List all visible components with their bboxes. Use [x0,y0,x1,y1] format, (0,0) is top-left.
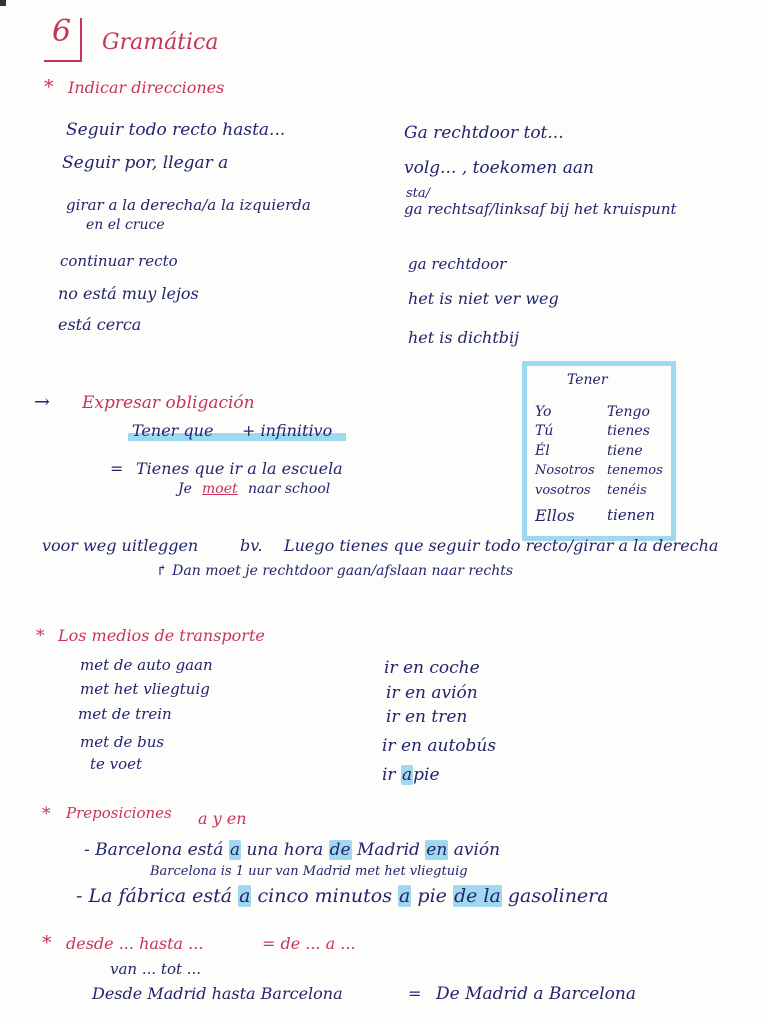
verb-form: tienes [607,423,650,439]
pronoun: Él [535,443,550,459]
pronoun: Yo [535,404,552,420]
section-star: * [44,76,54,98]
section-title-obligation: Expresar obligación [82,393,255,413]
equals-sign: = [110,459,124,478]
text: gasolinera [507,885,609,907]
equals-sign: = [408,984,422,1003]
section-star: * [36,626,45,646]
section-star: * [42,804,51,824]
es-phrase: continuar recto [60,252,178,270]
highlighted-word: a [399,885,411,907]
verb-form: Tengo [607,404,650,420]
es-phrase: Seguir todo recto hasta... [66,120,286,140]
es-word: pie [413,765,440,785]
section-subtitle-prepositions: a y en [198,809,247,828]
nl-phrase: volg... , toekomen aan [404,158,594,178]
es-word: ir [382,765,396,785]
section-title-prepositions: Preposiciones [66,804,172,822]
nl-transport: met de auto gaan [80,656,213,674]
nl-phrase: het is dichtbij [408,328,520,347]
es-transport: ir en coche [384,658,480,678]
nl-transport: met het vliegtuig [80,680,210,698]
highlighted-word: a [239,885,251,907]
section-title-transport: Los medios de transporte [58,626,265,645]
verb-form: tenéis [607,483,647,498]
pronoun: Nosotros [535,463,595,478]
nl-transport: te voet [90,755,143,773]
desde-hasta-translation: van ... tot ... [110,960,202,978]
chapter-number: 6 [52,14,72,49]
tener-box-title: Tener [567,372,608,388]
text: Madrid [357,840,420,860]
es-phrase: en el cruce [86,217,165,233]
text: una hora [246,840,324,860]
pronoun: Ellos [535,506,575,525]
page-title: Gramática [102,30,219,55]
desde-hasta-example: Desde Madrid hasta Barcelona [92,984,343,1003]
es-transport: ir en tren [386,707,468,727]
text: cinco minutos [257,885,392,907]
scan-mark [0,0,6,6]
section-title-desde-hasta: desde ... hasta ... [66,934,204,953]
es-phrase: girar a la derecha/a la izquierda [66,196,311,214]
verb-form: tenemos [607,463,663,478]
preposition-example-1 [84,840,500,860]
preposition-example-2 [76,885,609,907]
nl-transport: met de bus [80,733,165,751]
verb-form: tienen [607,506,655,524]
route-example: Luego tienes que seguir todo recto/girar a la derecha [284,536,719,555]
formula-infinitivo: + infinitivo [242,421,333,440]
text: La fábrica está [88,885,233,907]
es-transport: ir en avión [386,683,478,703]
section-title-directions: Indicar direcciones [68,78,225,97]
route-example-translation: ↱ Dan moet je rechtdoor gaan/afslaan naar rechts [156,563,514,579]
highlighted-word: de [329,840,351,860]
highlighted-word: a [229,840,240,860]
formula-tener-que: Tener que [132,421,214,440]
route-lead: voor weg uitleggen [42,536,199,555]
nl-annotation: sta/ [406,186,431,201]
text: pie [417,885,447,907]
es-phrase: está cerca [58,315,142,334]
es-transport-pie [382,765,440,785]
highlighted-word: en [426,840,448,860]
bv-label: bv. [240,536,263,555]
verb-form: tiene [607,443,643,459]
nl-phrase: ga rechtsaf/linksaf bij het kruispunt [404,200,677,218]
es-phrase: no está muy lejos [58,284,199,303]
text: Barcelona está [95,840,224,860]
nl-phrase: ga rechtdoor [408,255,507,273]
desde-hasta-equivalent: = de ... a ... [262,934,356,953]
nl-transport: met de trein [78,705,172,723]
dash: - [84,840,90,860]
example-translation-moet: moet [202,481,238,497]
nl-phrase: het is niet ver weg [408,289,559,308]
arrow-icon: → [34,391,50,413]
tener-conjugation-box [522,361,676,541]
pronoun: vosotros [535,483,591,498]
obligation-example: Tienes que ir a la escuela [136,459,343,478]
section-star: * [42,932,52,954]
example-translation-part: Je [178,481,192,497]
example-translation-part: naar school [248,481,331,497]
de-a-example: De Madrid a Barcelona [436,984,636,1004]
highlighted-word: de la [453,885,501,907]
dash: - [76,885,83,907]
es-transport: ir en autobús [382,736,497,756]
nl-phrase: Ga rechtdoor tot... [404,123,564,143]
highlighted-word: a [401,765,413,785]
preposition-example-1-translation: Barcelona is 1 uur van Madrid met het vliegtuig [150,864,468,879]
es-phrase: Seguir por, llegar a [62,153,229,173]
pronoun: Tú [535,423,554,439]
text: avión [453,840,501,860]
